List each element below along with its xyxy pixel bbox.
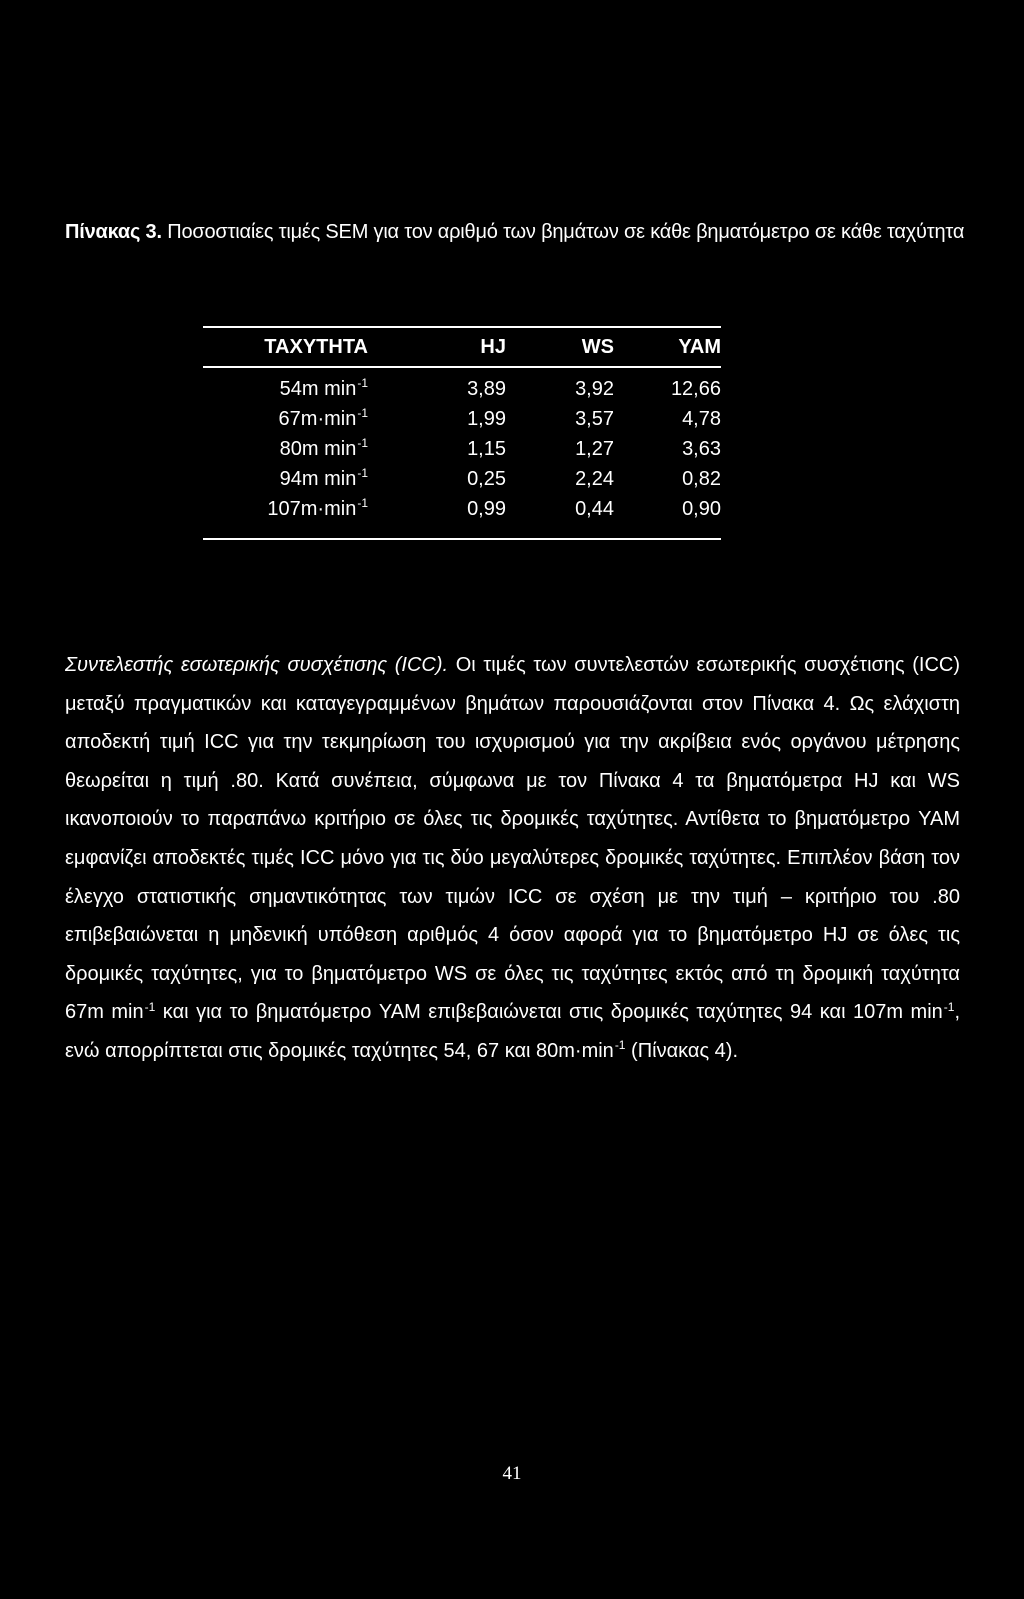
table-caption-text: Ποσοστιαίες τιμές SEM για τον αριθμό των βημάτων σε κάθε βηματόμετρο σε κάθε ταχύτητα xyxy=(161,221,965,243)
table-row xyxy=(203,464,721,494)
table-row xyxy=(203,494,721,524)
unit-superscript: -1 xyxy=(357,406,368,421)
paragraph-part-2: και για το βηματόμετρο YAM επιβεβαιώνεται στις δρομικές ταχύτητες 94 και 107m min xyxy=(155,1001,943,1024)
table-caption xyxy=(65,214,965,250)
cell-yam: 0,82 xyxy=(682,468,721,490)
cell-hj: 3,89 xyxy=(467,378,506,400)
header-yam: YAM xyxy=(678,336,721,358)
cell-yam: 0,90 xyxy=(682,498,721,520)
cell-yam: 12,66 xyxy=(670,378,721,400)
paragraph-lead: Συντελεστής εσωτερικής συσχέτισης (ICC). xyxy=(65,654,449,676)
cell-ws: 1,27 xyxy=(575,438,614,460)
cell-speed xyxy=(203,494,368,524)
cell-yam: 3,63 xyxy=(682,438,721,460)
table-row xyxy=(203,404,721,434)
table-header-row xyxy=(203,332,721,362)
cell-hj: 1,99 xyxy=(467,408,506,430)
unit-superscript: -1 xyxy=(357,376,368,391)
cell-speed xyxy=(203,404,368,434)
table-bottom-rule xyxy=(203,538,721,540)
header-speed: ΤΑΧΥΤΗΤΑ xyxy=(264,336,368,358)
speed-value: 67m·min xyxy=(278,408,357,430)
icc-paragraph xyxy=(65,646,960,1071)
paragraph-sup-2: -1 xyxy=(943,999,955,1014)
paragraph-sup-3: -1 xyxy=(614,1038,626,1053)
cell-ws: 3,92 xyxy=(575,378,614,400)
speed-value: 54m min xyxy=(279,378,357,400)
cell-speed xyxy=(203,464,368,494)
table-header-rule xyxy=(203,366,721,368)
paragraph-part-3: , ενώ απορρίπτεται στις δρομικές ταχύτητες 54, 67 και 80m·min xyxy=(65,1001,960,1062)
cell-speed xyxy=(203,434,368,464)
cell-ws: 0,44 xyxy=(575,498,614,520)
paragraph-part-4: (Πίνακας 4). xyxy=(625,1039,739,1062)
header-ws: WS xyxy=(581,336,614,358)
unit-superscript: -1 xyxy=(357,496,368,511)
cell-ws: 3,57 xyxy=(575,408,614,430)
cell-hj: 1,15 xyxy=(467,438,506,460)
cell-hj: 0,99 xyxy=(467,498,506,520)
page-number: 41 xyxy=(502,1463,522,1484)
table-top-rule xyxy=(203,326,721,328)
unit-superscript: -1 xyxy=(357,466,368,481)
unit-superscript: -1 xyxy=(357,436,368,451)
table-caption-label: Πίνακας 3. xyxy=(65,221,162,243)
header-hj: HJ xyxy=(480,336,506,358)
sem-table xyxy=(203,326,721,540)
cell-speed xyxy=(203,374,368,404)
cell-ws: 2,24 xyxy=(575,468,614,490)
speed-value: 94m min xyxy=(279,468,357,490)
cell-hj: 0,25 xyxy=(467,468,506,490)
speed-value: 80m min xyxy=(279,438,357,460)
paragraph-sup-1: -1 xyxy=(144,999,156,1014)
cell-yam: 4,78 xyxy=(682,408,721,430)
table-row xyxy=(203,374,721,404)
table-row xyxy=(203,434,721,464)
speed-value: 107m·min xyxy=(267,498,357,520)
paragraph-part-1: Οι τιμές των συντελεστών εσωτερικής συσχέτισης (ICC) μεταξύ πραγματικών και καταγεγραμμένων βημάτων παρουσιάζονται στον Πίνακα 4. Ως ελάχιστη αποδεκτή τιμή ICC για την τεκμηρίωση του ισχυρισμού για την ακρίβεια ενός οργάνου μέτρησης θεωρείται η τιμή .80. Κατά συνέπεια, σύμφωνα με τον Πίνακα 4 τα βηματόμετρα HJ και WS ικανοποιούν το παραπάνω κριτήριο σε όλες τις δρομικές ταχύτητες. Αντίθετα το βηματόμετρο YAM εμφανίζει αποδεκτές τιμές ICC μόνο για τις δύο μεγαλύτερες δρομικές ταχύτητες. Επιπλέον βάση τον έλεγχο στατιστικής σημαντικότητας των τιμών ICC σε σχέση με την τιμή – κριτήριο του .80 επιβεβαιώνεται η μηδενική υπόθεση αριθμός 4 όσον αφορά για το βηματόμετρο HJ σε όλες τις δρομικές ταχύτητες, για το βηματόμετρο WS σε όλες τις ταχύτητες εκτός από τη δρομική ταχύτητα 67m min xyxy=(65,654,961,1024)
